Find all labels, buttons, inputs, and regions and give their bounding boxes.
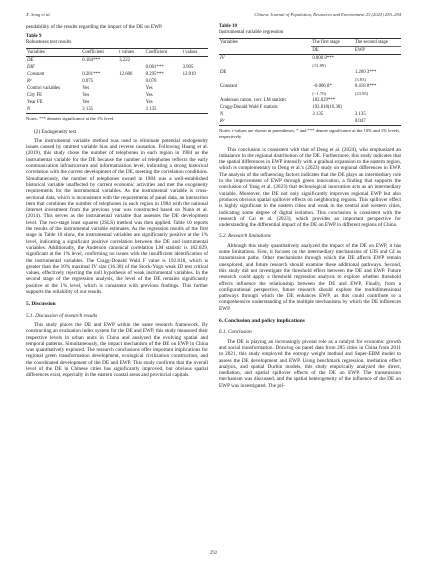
- table10-cell: 3 135: [312, 111, 324, 117]
- table10-row: [219, 55, 401, 63]
- conclusion-paragraph: The DE is playing an increasingly pivotal role as a catalyst for economic growth and social transformation. Drawing on panel data from 285 cities in China from 2011 to 2021, this study employed the entropy weight method and Super-EBM model to assess the DE development and EWP. Using benchmark regression, mediation effect analysis, and spatial Durbin models, this study empirically analyzed the direct, mediation, and spatial spillover effects of the DE on EWP. The transmission mechanism was discussed, and the spatial heterogeneity of the influence of the DE on EWP was investigated. The pri-: [219, 338, 401, 389]
- table10-cell: DE: [220, 69, 227, 75]
- table10-cell: [311, 118, 353, 126]
- table9-cell: 12.819: [182, 71, 196, 77]
- table10: [219, 38, 401, 126]
- table9-cell: 0.281***: [82, 71, 101, 77]
- table10-cell: (3.83): [354, 76, 366, 82]
- table9-cell: Constant: [27, 71, 45, 77]
- table10-subheader-blank: [219, 47, 311, 55]
- endogeneity-paragraph: The instrumental variable method was used to eliminate potential endogeneity issues caused by omitted variable bias and reverse causation. Following Huang et al. (2019), this study chose the number of telephones in each region in 1984 as the instrumental variable for the DE because the number of telephones reflects the early communication infrastructure and informatization level, indicating a strong historical correlation with the current development of the DE, meeting the correlation conditions. Simultaneously, the number of telephones owned in 1984 was a well-established historical variable unaffected by current economic activities and met the exogeneity requirements for the instrumental variables. As the instrumental variable is cross-sectional data, which is inconsistent with the requirements of panel data, an interaction item that combines the number of telephones in each region in 1984 with the national Internet investment from the previous year was constructed based on Nunn et al. (2014). This serves as the instrumental variable that assesses the DE development level. The two-stage least squares (2SLS) method was then applied. Table 10 reports the results of the instrumental variable estimates. As the regression results of the first stage in Table 10 show, the instrumental variables are significantly positive at the 1% level, indicating a significant positive correlation between the DE and instrumental variables. Additionally, the Anderson canonical correlation LM statistic is 182.029, significant at the 1% level, confirming no issues with the insufficient identification of the instrumental variables. The Cragg-Donald Wald F value is 192.818, which is greater than the 10% maximal IV size (16.38) of the Stock-Yogo weak ID test critical values, effectively rejecting the null hypothesis of weak instrumental variables. In the second stage of the regression analysis, the level of the DE remains significantly positive at the 1% level, which is consistent with previous findings. This further supports the reliability of our results.: [26, 137, 208, 296]
- table10-cell: [311, 69, 353, 76]
- table9-header: t values: [182, 49, 208, 57]
- table10-caption: Table 10: [219, 24, 238, 29]
- table10-row: [219, 76, 401, 83]
- table9-row: [26, 78, 208, 85]
- table9-row: [26, 71, 208, 78]
- table9-header: Coefficient: [145, 49, 182, 57]
- table10-cell: [311, 76, 353, 83]
- table10-cell: 3 135: [354, 111, 366, 117]
- table9-cell: [182, 92, 208, 99]
- table10-cell: [354, 104, 401, 111]
- table9-cell: [182, 57, 208, 65]
- table9: [26, 48, 208, 114]
- table10-row: [219, 118, 401, 126]
- table10-row: [219, 111, 401, 118]
- endogeneity-heading: (2) Endogeneity test: [34, 128, 77, 135]
- table10-cell: IV: [220, 55, 225, 61]
- table9-cell: Yes: [145, 92, 153, 98]
- table10-cell: [354, 55, 401, 63]
- table9-cell: [118, 99, 144, 106]
- table10-row: [219, 62, 401, 69]
- table9-caption: Table 9: [26, 34, 42, 40]
- header-journal: Chinese Journal of Population, Resources and Environment 23 (2025) 283–294: [254, 12, 401, 17]
- table10-header-second: The second stage: [354, 39, 401, 47]
- table9-cell: [145, 57, 182, 65]
- table10-cell: [219, 62, 311, 69]
- table10-cell: (−1.76): [312, 90, 327, 96]
- table9-cell: DE: [27, 57, 34, 63]
- table10-row: [219, 97, 401, 104]
- table9-cell: [118, 78, 144, 85]
- table10-row: [219, 83, 401, 90]
- table10-cell: N: [220, 111, 224, 117]
- table9-cell: 0.295***: [145, 71, 164, 77]
- table10-cell: [219, 90, 311, 97]
- table9-cell: [118, 64, 144, 71]
- paragraph-continued: pendability of the results regarding the impact of the DE on EWP.: [26, 24, 163, 30]
- table9-note: Notes: *** denotes significance at the 1% level.: [26, 116, 115, 122]
- limitations-paragraph: Although this study quantitatively analyzed the impact of the DE on EWP, it has some limitations. First, it focuses on the intermediary mechanisms of UIS and GI as transmission paths. Other mechanisms through which the DE affects EWP remain unexplored, and future research should examine these additional pathways. Second, this study did not investigate the threshold effect between the DE and EWP. Future research could apply a threshold regression analysis to explore whether threshold effects influence the relationship between the DE and EWP. Finally, from a configurational perspective, future research should explore the multidimensional pathways through which the DE enhances EWP, as this could contribute to a comprehensive understanding of the multiple mechanisms by which the DE influences EWP.: [219, 242, 401, 312]
- table10-cell: Cragg-Donald Wald F statistic: [220, 104, 279, 110]
- table9-cell: Control variables: [27, 85, 61, 91]
- table10-cell: [219, 76, 311, 83]
- table9-cell: 3 135: [145, 106, 182, 114]
- table9-cell: [182, 99, 208, 106]
- table9-cell: City FE: [27, 92, 43, 98]
- table9-cell: [182, 85, 208, 92]
- table10-row: [219, 90, 401, 97]
- table9-subtitle: Robustness test results: [26, 40, 72, 46]
- section-5-2-heading: 5.2. Research limitations: [219, 233, 271, 240]
- table9-cell: Year FE: [27, 99, 43, 105]
- table9-header: Coefficient: [81, 49, 118, 57]
- table9-cell: Yes: [145, 85, 153, 91]
- table9-cell: [118, 106, 144, 114]
- table10-subheader-second: EWP: [354, 47, 401, 55]
- table10-cell: (23.95): [354, 90, 369, 96]
- table10-cell: 182.029***: [312, 97, 336, 103]
- table9-cell: N: [26, 106, 81, 114]
- left-column: [26, 24, 208, 382]
- section-5-heading: 5. Discussion: [26, 301, 56, 308]
- table9-row: [26, 99, 208, 106]
- section-6-heading: 6. Conclusion and policy implications: [219, 318, 305, 325]
- table10-subheader-first: DE: [311, 47, 353, 55]
- table10-cell: R²: [219, 118, 311, 126]
- table10-cell: 0.418 8***: [354, 83, 377, 89]
- table9-body: [26, 57, 208, 114]
- table9-cell: 0.184***: [82, 57, 101, 63]
- table9-row: [26, 64, 208, 71]
- results-paragraph: This conclusion is consistent with that of Deng et al. (2024), who emphasized an imbalance in the regional distribution of the DE. Furthermore, this study indicates that the spatial differences in EWP intensify with a gradual expansion to the eastern region, which is complementary to Deng et al.'s (2023) study on regional differences in EWP. The analysis of the influencing factors indicates that the DE plays an intermediary role in the improvement of EWP through green innovation, a finding that supports the conclusion of Yang et al. (2023) that technological innovation acts as an intermediary variable. Moreover, the DE not only significantly improves regional EWP but also produces obvious spatial spillover effects on neighboring regions. This spillover effect is highly significant in the eastern cities and weak in the central and western cities, indicating some degree of digital isolation. This conclusion is consistent with the research of Cai et al. (2023), which provides an important perspective for understanding the differential impact of the DE on EWP in different regions of China.: [219, 146, 401, 229]
- table9-cell: 0.075: [82, 78, 94, 84]
- table10-cell: 0.047: [354, 118, 401, 126]
- table10-cell: [354, 97, 401, 104]
- table9-cell: 12.606: [119, 71, 133, 77]
- header-authors: X. Song et al.: [26, 12, 51, 17]
- table9-cell: Yes: [145, 99, 153, 105]
- table9-cell: 3.222: [119, 57, 131, 63]
- table9-row: [26, 106, 208, 114]
- table10-body: [219, 55, 401, 126]
- table9-header: Variables: [26, 49, 81, 57]
- table9-cell: [118, 92, 144, 99]
- table9-cell: 3 135: [81, 106, 118, 114]
- table9-row: [26, 85, 208, 92]
- table10-cell: (13.89): [312, 62, 326, 68]
- table9-cell: Yes: [82, 92, 90, 98]
- table10-cell: 192.818(16.38): [312, 104, 342, 110]
- section-5-1-heading: 5.1. Discussion of research results: [26, 312, 98, 319]
- table10-header-variables: Variables: [219, 39, 311, 47]
- table10-row: [219, 69, 401, 76]
- table9-cell: Yes: [82, 85, 90, 91]
- table10-cell: −0.006 8*: [312, 83, 332, 89]
- table10-cell: Anderson canon. corr. LM statistic: [220, 97, 287, 103]
- section-6-1-heading: 6.1. Conclusion: [219, 329, 252, 336]
- table9-cell: [182, 106, 208, 114]
- table10-subtitle: Instrumental variable regression: [219, 30, 284, 35]
- table9-row: [26, 92, 208, 99]
- table10-note: Notes: t-values are shown in parentheses; * and *** denote significance at the 10% and 1% levels, respectively.: [219, 128, 401, 140]
- table9-cell: 3.995: [182, 64, 194, 70]
- table9-cell: [118, 85, 144, 92]
- table10-cell: 1.260 3***: [354, 69, 377, 75]
- table9-cell: R²: [27, 78, 32, 84]
- table9-cell: 0.076: [145, 78, 157, 84]
- table10-cell: 0.000 8***: [312, 55, 334, 61]
- discussion-paragraph: This study places the DE and EWP within the same research framework. By constructing an evaluation index system for the DE and EWP, this study measured their respective levels in urban units in China and analyzed the evolving spatial and temporal patterns. Simultaneously, the impact mechanism of the DE on EWP in China was quantitatively explored. The research conclusions offer important implications for regional green transformation development, ecological civilization construction, and the coordinated development of the DE and EWP. This study confirms that the overall level of the DE in Chinese cities has significantly improved, but obvious spatial differences exist, especially in the eastern coastal areas and provincial capitals.: [26, 321, 208, 379]
- table10-cell: [354, 62, 401, 69]
- table9-cell: [182, 78, 208, 85]
- page-number: 292: [209, 551, 218, 556]
- table9-cell: [81, 64, 118, 71]
- table9-cell: 0.001***: [145, 64, 164, 70]
- table10-cell: Constant: [220, 83, 238, 89]
- table9-cell: Yes: [82, 99, 90, 105]
- table9-row: [26, 57, 208, 65]
- table9-cell: DIF: [27, 64, 35, 70]
- table10-row: [219, 104, 401, 111]
- table10-header-first: The first stage: [311, 39, 353, 47]
- right-column: [219, 24, 401, 392]
- table9-header: t values: [118, 49, 144, 57]
